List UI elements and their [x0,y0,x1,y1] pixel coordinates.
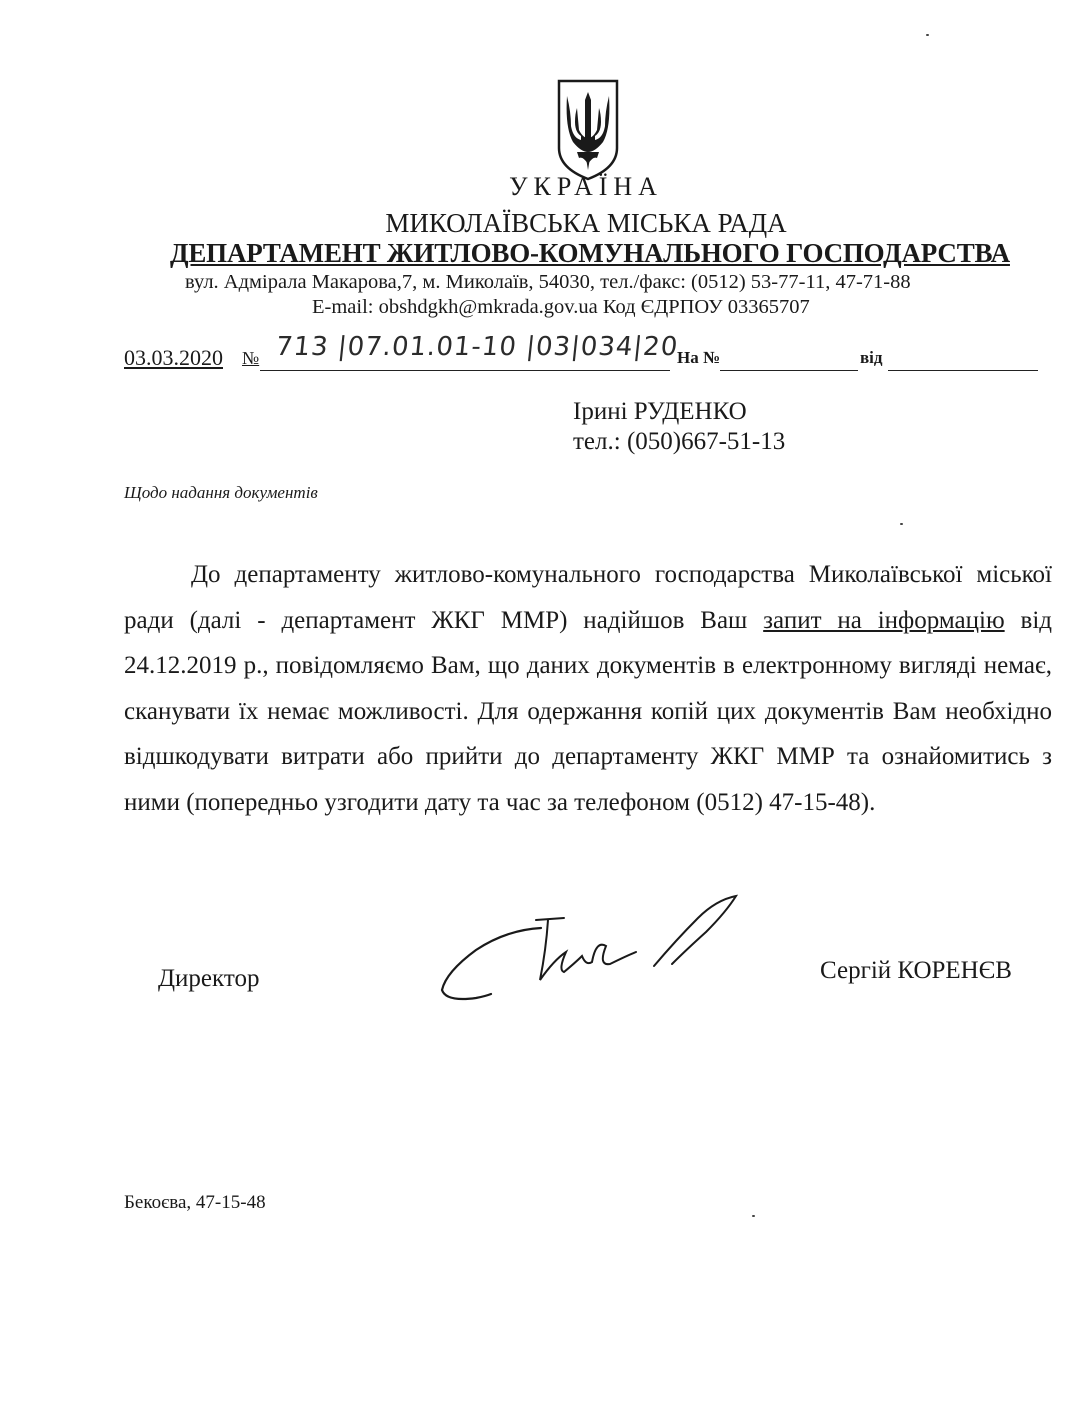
scan-speck [752,1215,755,1217]
coat-of-arms-trident-icon [555,78,621,182]
registration-number-handwritten: 713 |07.01.01-10 |03|034|20 [274,332,680,362]
country-title: УКРАЇНА [509,172,663,201]
executor-contact: Бекоєва, 47-15-48 [124,1192,266,1213]
registration-number-underline [260,370,670,371]
reference-number-blank [720,370,858,371]
body-underlined-request: запит на інформацію [763,606,1005,634]
signatory-name: Сергій КОРЕНЄВ [820,957,1012,984]
scan-speck [900,523,903,525]
letter-body [124,552,1052,825]
registration-date: 03.03.2020 [124,345,223,370]
department-title: ДЕПАРТАМЕНТ ЖИТЛОВО-КОМУНАЛЬНОГО ГОСПОДАРСТВА [170,238,1010,268]
email-line: E-mail: obshdgkh@mkrada.gov.ua Код ЄДРПОУ 03365707 [312,296,810,318]
reference-number-label: На № [677,348,721,367]
signatory-position: Директор [158,965,260,992]
reference-date-blank [888,370,1038,371]
body-text-part2: від 24.12.2019 р., повідомляємо Вам, що даних документів в електронному вигляді немає, сканувати їх немає можливості. Для одержання копій цих документів Вам необхідно відшкодувати витрати або прийти до департаменту ЖКГ ММР та ознайомитись з ними (попередньо узгодити дату та час за телефоном (0512) 47-15-48). [124,606,1052,816]
council-title: МИКОЛАЇВСЬКА МІСЬКА РАДА [385,208,787,238]
handwritten-signature [436,890,746,1010]
letter-subject: Щодо надання документів [124,483,318,502]
body-text-part1: До департаменту житлово-комунального господарства Миколаївської міської ради (далі - департамент ЖКГ ММР) надійшов Ваш [124,561,1052,634]
reference-date-label: від [860,348,883,367]
recipient-name: Ірині РУДЕНКО [573,398,747,425]
registration-number-label: № [242,348,260,368]
address-line: вул. Адмірала Макарова,7, м. Миколаїв, 54030, тел./факс: (0512) 53-77-11, 47-71-88 [185,271,911,293]
scan-speck [926,34,929,36]
recipient-phone: тел.: (050)667-51-13 [573,428,786,455]
